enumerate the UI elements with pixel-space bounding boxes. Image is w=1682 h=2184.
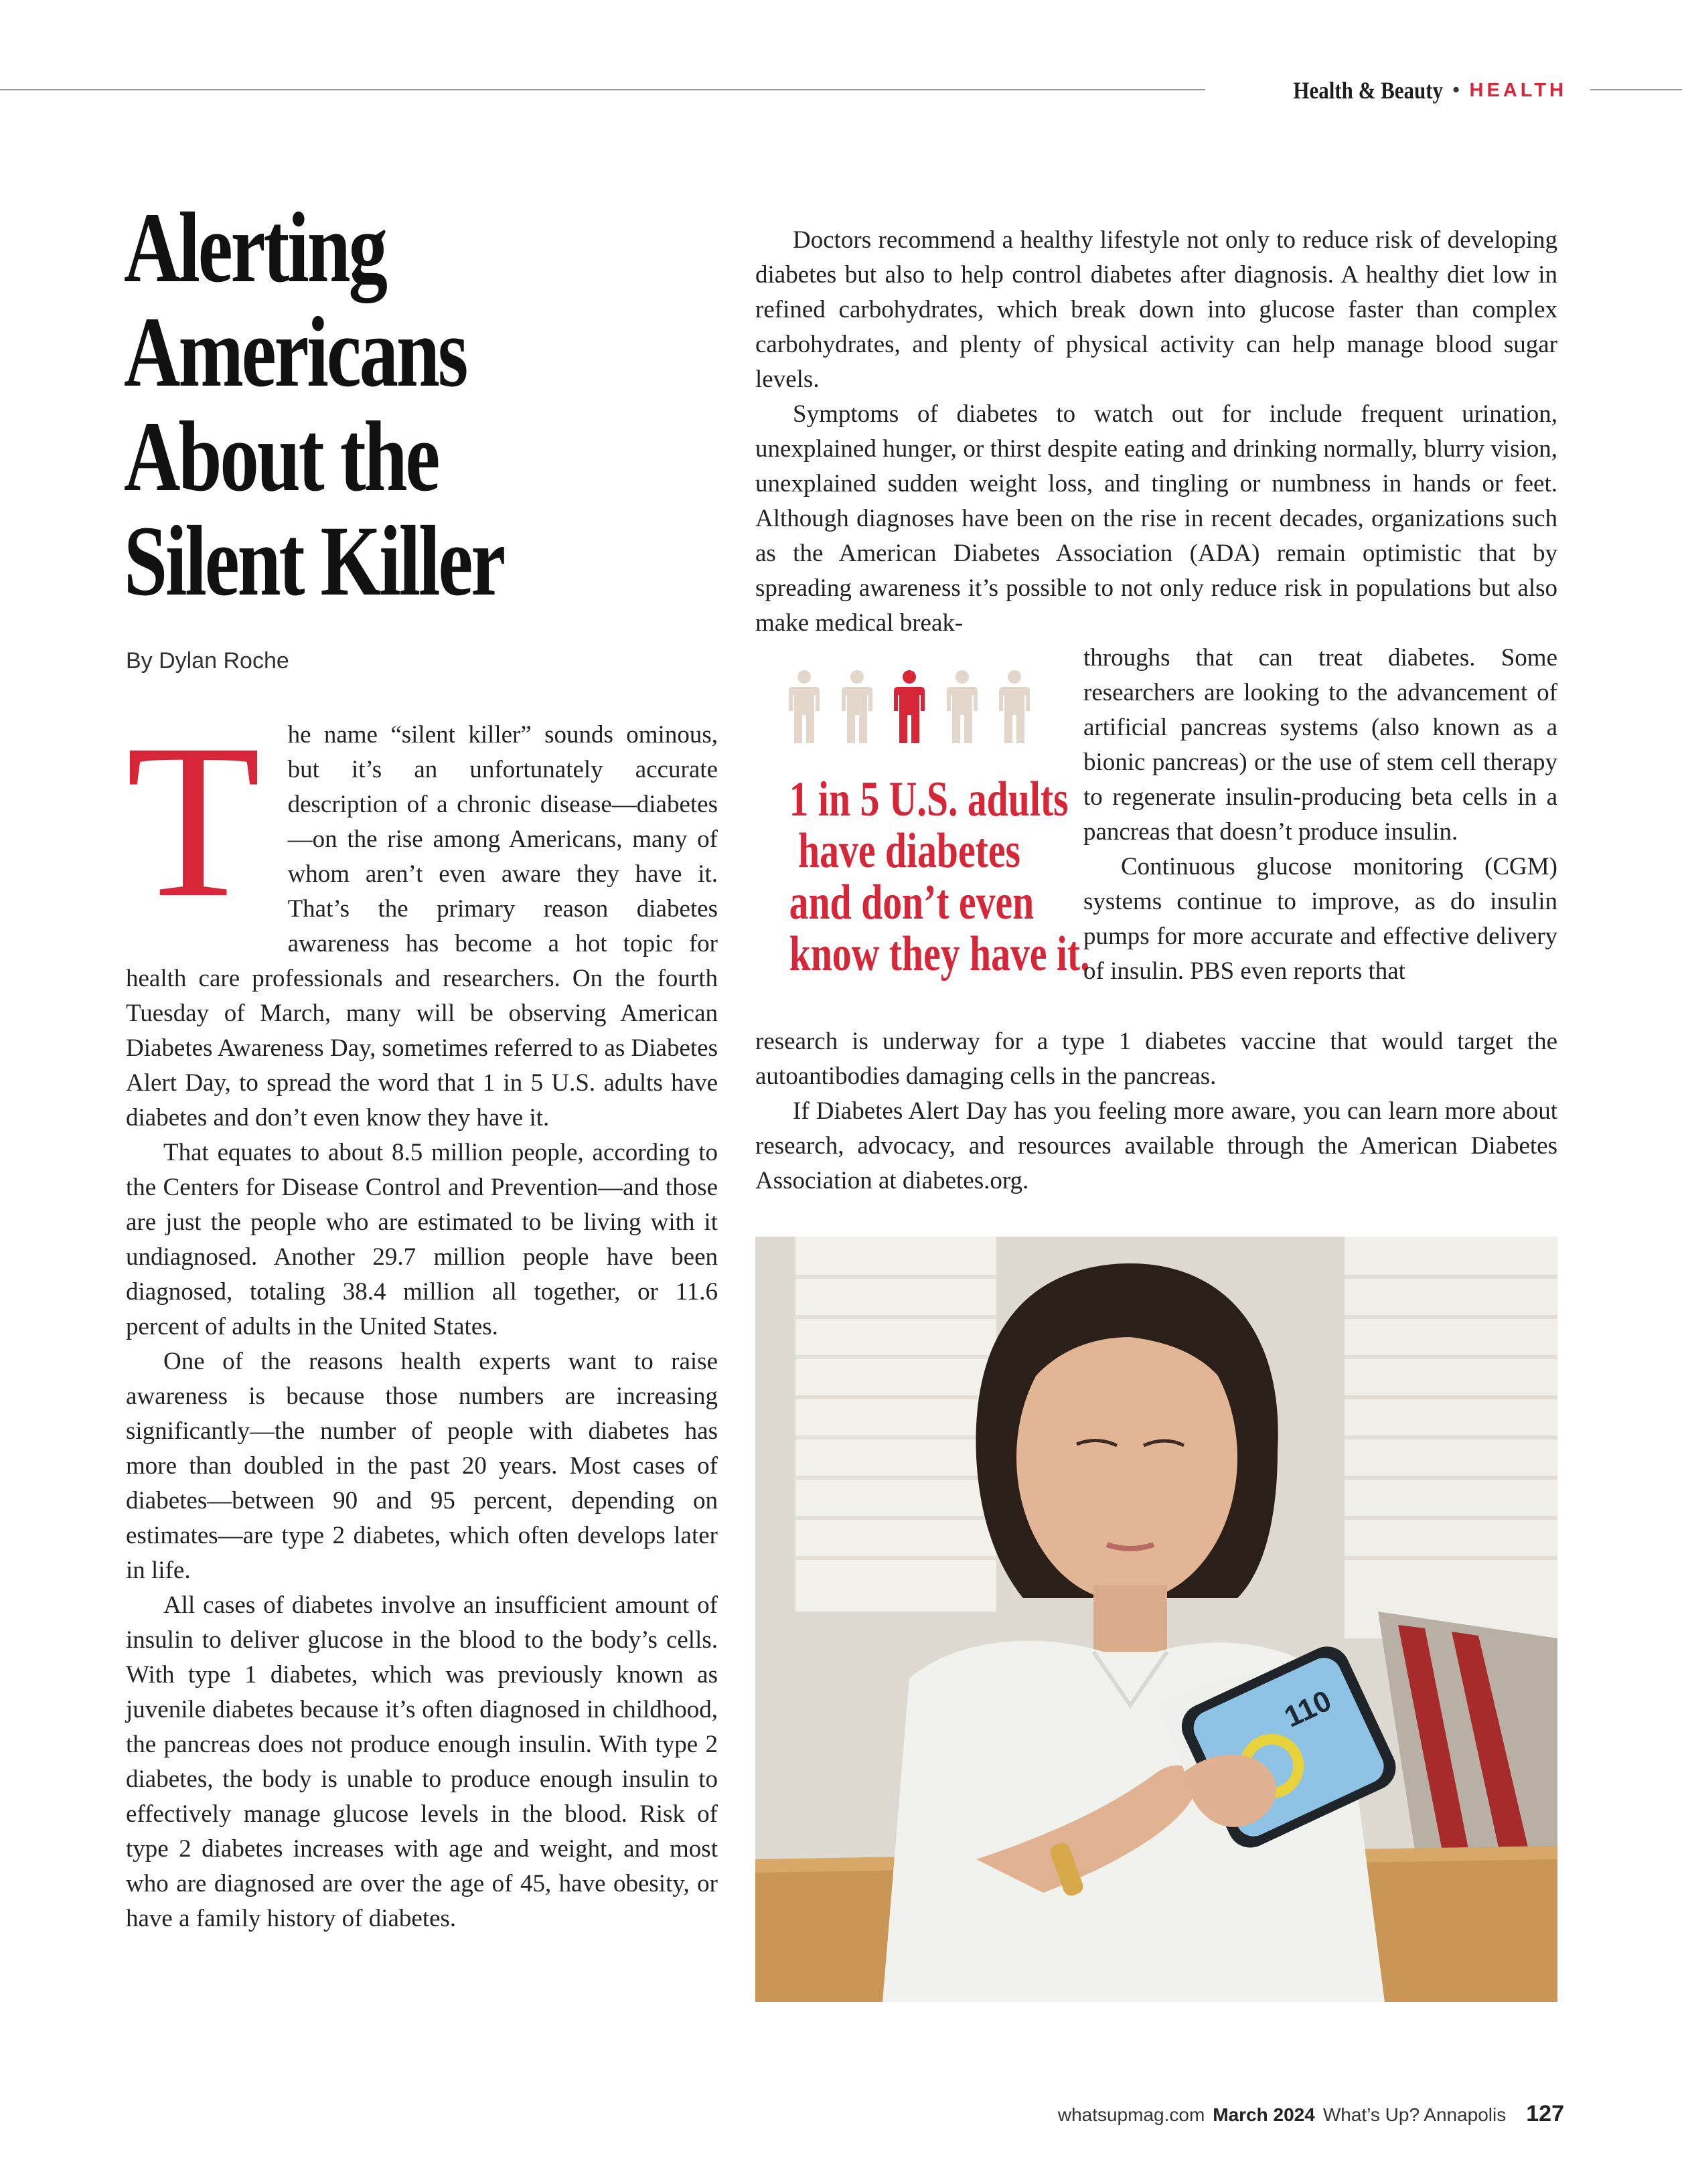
page-number: 127 [1526, 2101, 1564, 2126]
headline-line: Alerting [124, 192, 386, 303]
person-icon [999, 670, 1030, 743]
footer-publication: What’s Up? Annapolis [1322, 2104, 1507, 2125]
article-headline [124, 192, 594, 617]
running-header [1245, 67, 1567, 114]
paragraph: Continuous glucose monitoring (CGM) systems continue to improve, as do insulin pumps for more accurate and effective delivery of insulin. PBS even reports that [1083, 853, 1557, 985]
footer-website: whatsupmag.com [1057, 2104, 1205, 2125]
section-name: Health & Beauty [1293, 77, 1443, 104]
paragraph: One of the reasons health experts want to raise awareness is because those numbers are increasing significantly—the number of people with diabetes has more than doubled in the past 20 years. Most cases of diabetes—between 90 and 95 percent, depending on estimates—are type 2 diabetes, which often develops later in life. [126, 1348, 718, 1584]
paragraph: If Diabetes Alert Day has you feeling more aware, you can learn more about research, advocacy, and resources available through the American Diabetes Association at diabetes.org. [755, 1097, 1557, 1194]
person-icon [789, 670, 820, 743]
category-label: HEALTH [1469, 79, 1567, 101]
people-icon-row [789, 670, 1030, 743]
person-icon [947, 670, 978, 743]
paragraph: That equates to about 8.5 million people, according to the Centers for Disease Control and Prevention—and those are just the people who are estimated to be living with it undiagnosed. Another 29.7 million people have been diagnosed, totaling 38.4 million all together, or 11.6 percent of adults in the United States. [126, 1139, 718, 1340]
paragraph: throughs that can treat diabetes. Some researchers are looking to the advancement of artificial pancreas systems (also known as a bionic pancreas) or the use of stem cell therapy to regenerate insulin-producing beta cells in a pancreas that doesn’t produce insulin. [1083, 644, 1557, 846]
header-separator: • [1452, 78, 1460, 102]
pull-quote-line: have diabetes [798, 824, 1020, 878]
header-rule-left [0, 89, 1205, 90]
paragraph: All cases of diabetes involve an insufficient amount of insulin to deliver glucose in the blood to the body’s cells. With type 1 diabetes, which was previously known as juvenile diabetes because it’s often diagnosed in childhood, the pancreas does not produce enough insulin. With type 2 diabetes, the body is unable to produce enough insulin to effectively manage glucose levels in the blood. Risk of type 2 diabetes increases with age and weight, and most who are diagnosed are over the age of 45, have obesity, or have a family history of diabetes. [126, 1591, 718, 1932]
paragraph: Doctors recommend a healthy lifestyle not only to reduce risk of developing diabetes but also to help control diabetes after diagnosis. A healthy diet low in refined carbohydrates, which break down into glucose faster than complex carbohydrates, and plenty of physical activity can help manage blood sugar levels. [755, 226, 1557, 393]
byline: By Dylan Roche [126, 648, 289, 674]
body-column-right-bottom [755, 1024, 1557, 1198]
pull-quote [755, 670, 1090, 982]
body-column-right-wrap [1083, 641, 1557, 989]
drop-cap: T [126, 699, 261, 943]
paragraph: Symptoms of diabetes to watch out for include frequent urination, unexplained hunger, or thirst despite eating and drinking normally, blurry vision, unexplained sudden weight loss, and tingling or numbness in hands or feet. Although diagnoses have been on the rise in recent decades, organizations such as the American Diabetes Association (ADA) remain optimistic that by spreading awareness it’s possible to not only reduce risk in populations but also make medical break- [755, 400, 1557, 637]
pull-quote-line: 1 in 5 U.S. adults [789, 772, 1069, 827]
body-column-left [126, 699, 718, 1936]
pull-quote-text [789, 772, 1090, 982]
body-column-right-top [755, 223, 1557, 641]
photo-illustration [755, 1237, 1557, 2002]
pull-quote-line: know they have it. [789, 927, 1090, 982]
paragraph: research is underway for a type 1 diabetes vaccine that would target the autoantibodies damaging cells in the pancreas. [755, 1028, 1557, 1090]
pull-quote-line: and don’t even [789, 875, 1035, 930]
headline-line: About the [124, 401, 439, 512]
glucose-reading: 110 [1279, 1684, 1336, 1734]
header-rule-right [1590, 89, 1682, 90]
footer-date: March 2024 [1213, 2104, 1315, 2125]
person-icon [894, 670, 925, 743]
paragraph: he name “silent killer” sounds ominous, but it’s an unfortunately accurate description of a chronic disease—diabetes—on the rise among Americans, many of whom aren’t even aware they have it. That’s the primary reason diabetes awareness has become a hot topic for health care professionals and researchers. On the fourth Tuesday of March, many will be observing American Diabetes Awareness Day, sometimes referred to as Diabetes Alert Day, to spread the word that 1 in 5 U.S. adults have diabetes and don’t even know they have it. [126, 721, 718, 1132]
headline-line: Americans [124, 297, 467, 408]
page-footer [804, 2101, 1564, 2127]
article-photo [755, 1237, 1557, 2002]
person-icon [842, 670, 872, 743]
headline-line: Silent Killer [124, 505, 504, 617]
